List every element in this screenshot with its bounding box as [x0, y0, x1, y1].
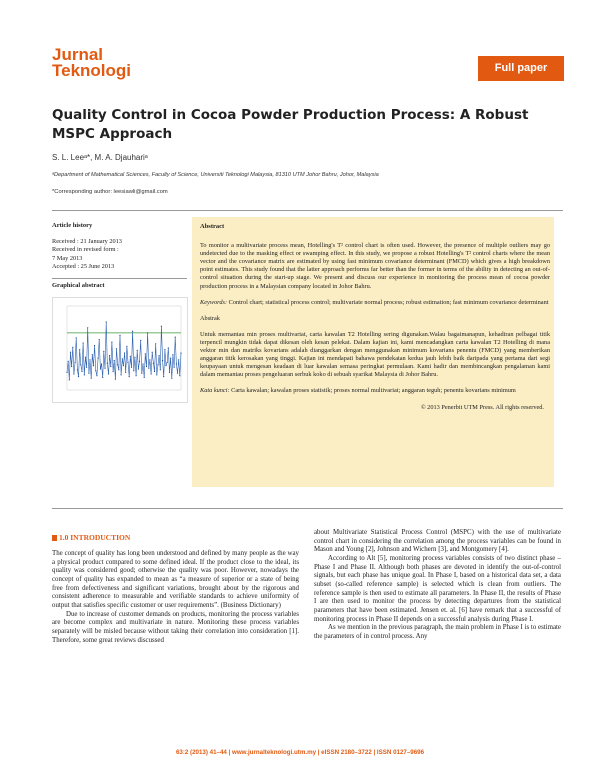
data-point — [161, 326, 162, 327]
paragraph: According to Alt [5], monitoring process variables consists of two distinct phase – Phase I and Phase II. Although both phases are devoted in identify the out-of-control signals, but each phase has unique goal. In Phase I, based on a historical data set, a data subset (so-called reference sample) is selected which is clean from outliers. The reference sample is then used to estimate all parameters. In Phase II, the results of Phase I are then used to monitor the process by detecting departures from the statistical parameters that have been estimated. Jensen et. al. [6] have remark that a successful of monitoring process in Phase II depends on a successful analysis during Phase I. — [314, 554, 561, 623]
data-point — [69, 379, 70, 380]
data-point — [136, 375, 137, 376]
data-point — [164, 349, 165, 350]
data-point — [177, 373, 178, 374]
data-point — [160, 369, 161, 370]
data-point — [106, 321, 107, 322]
section-heading-text: 1.0 INTRODUCTION — [59, 533, 131, 542]
data-point — [134, 357, 135, 358]
data-point — [142, 363, 143, 364]
data-point — [153, 363, 154, 364]
abstract-heading: Abstract — [200, 223, 225, 230]
data-point — [98, 358, 99, 359]
data-point — [100, 368, 101, 369]
data-point — [169, 372, 170, 373]
data-point — [84, 374, 85, 375]
control-chart-svg — [53, 298, 187, 402]
data-point — [94, 345, 95, 346]
kata-kunci — [200, 387, 550, 395]
copyright: © 2013 Penerbit UTM Press. All rights reserved. — [420, 403, 544, 411]
corresponding-author: *Corresponding author: leesiawli@gmail.com — [52, 189, 168, 195]
data-point — [66, 372, 67, 373]
data-point — [71, 366, 72, 367]
data-point — [119, 335, 120, 336]
paragraph: As we mention in the previous paragraph, the main problem in Phase I is to estimate the parameters of in control process. Any — [314, 624, 561, 640]
paragraph: about Multivariate Statistical Process Control (MSPC) with the use of multivariate control chart in considering the correlation among the process variables can be found in Mason and Young [2], Johnson and Wichern [3], and Montgomery [4]. — [314, 529, 561, 554]
data-point — [167, 362, 168, 363]
paper-title: Quality Control in Cocoa Powder Production Process: A Robust MSPC Approach — [52, 107, 529, 142]
data-point — [108, 373, 109, 374]
data-point — [92, 354, 93, 355]
data-point — [114, 360, 115, 361]
data-point — [78, 376, 79, 377]
data-point — [170, 358, 171, 359]
body-right-column — [314, 529, 561, 642]
data-point — [104, 368, 105, 369]
kata-kunci-label: Kata kunci: — [200, 387, 230, 395]
data-point — [130, 356, 131, 357]
data-point — [129, 376, 130, 377]
data-point — [139, 361, 140, 362]
data-point — [99, 339, 100, 340]
data-point — [172, 354, 173, 355]
data-point — [149, 359, 150, 360]
data-point — [175, 337, 176, 338]
section-heading — [52, 533, 130, 542]
history-line: 7 May 2013 — [52, 254, 83, 262]
data-point — [151, 373, 152, 374]
paragraph: The concept of quality has long been understood and defined by many people as the way a physical product compared to some defined ideal. If the product close to the ideal, its quality was considered good; otherwise the quality was poor. However, nowadays the concept of quality has expanded to mean as “a measure of superior or a state of being free from defectiveness and significant variations, brought about by the rigorous and consistent adherence to measurable and verifiable standards to achieve uniformity of output that satisfies specific customer or user requirements”. (Business Dictionary) — [52, 550, 299, 609]
data-point — [103, 351, 104, 352]
data-point — [162, 360, 163, 361]
data-point — [147, 332, 148, 333]
journal-name-line1: Jurnal — [52, 45, 104, 64]
body-left-column — [52, 550, 299, 645]
keywords — [200, 299, 550, 307]
data-point — [133, 370, 134, 371]
data-point — [159, 355, 160, 356]
data-point — [117, 364, 118, 365]
data-point — [123, 365, 124, 366]
data-point — [122, 358, 123, 359]
data-point — [70, 352, 71, 353]
data-point — [126, 346, 127, 347]
data-point — [80, 364, 81, 365]
data-point — [127, 362, 128, 363]
data-point — [155, 343, 156, 344]
data-point — [86, 367, 87, 368]
article-info — [52, 222, 187, 403]
data-point — [113, 371, 114, 372]
data-point — [125, 372, 126, 373]
data-point — [148, 368, 149, 369]
history-line: Accepted : 25 June 2013 — [52, 263, 115, 270]
plot-area — [67, 306, 181, 390]
data-point — [89, 359, 90, 360]
abstrak-heading: Abstrak — [200, 314, 220, 322]
full-paper-badge: Full paper — [478, 56, 564, 81]
data-point — [95, 370, 96, 371]
data-point — [178, 359, 179, 360]
data-point — [87, 327, 88, 328]
data-point — [79, 349, 80, 350]
data-point — [88, 373, 89, 374]
data-point — [152, 352, 153, 353]
data-point — [174, 367, 175, 368]
data-point — [72, 347, 73, 348]
keywords-label: Keywords: — [200, 298, 228, 306]
abstract-text: To monitor a multivariate process mean, Hotelling's T² control chart is often used. However, the presence of multiple outliers may go undetected due to the masking effect or swamping effect. In this study, we propose a robust Hotelling's T² control charts where the mean vector and the covariance matrix are estimated by using fast minimum covariance determinant (FMCD) which gives a high breakdown point estimates. This study found that the latter approach performs far better than the former in terms of the ability in detecting an out-of-control situation during the start-up stage. We present and discuss our experience in monitoring the process mean of cocoa powder production process in a Malaysian company located in Johor Bahru. — [200, 242, 550, 290]
section-square-icon — [52, 535, 57, 541]
data-point — [137, 350, 138, 351]
data-point — [111, 342, 112, 343]
data-point — [144, 377, 145, 378]
data-point — [83, 342, 84, 343]
data-point — [140, 340, 141, 341]
page-footer: 63:2 (2013) 41–44 | www.jurnalteknologi.utm.my | eISSN 2180–3722 | ISSN 0127–9696 — [175, 749, 425, 756]
data-point — [180, 352, 181, 353]
data-point — [109, 355, 110, 356]
journal-logo — [52, 47, 131, 79]
data-point — [165, 365, 166, 366]
divider — [52, 508, 563, 509]
data-point — [75, 362, 76, 363]
data-point — [93, 365, 94, 366]
data-point — [163, 376, 164, 377]
data-point — [154, 371, 155, 372]
data-point — [131, 367, 132, 368]
data-point — [171, 378, 172, 379]
data-point — [176, 363, 177, 364]
data-point — [110, 366, 111, 367]
data-point — [102, 377, 103, 378]
history-line: Received : 21 January 2013 — [52, 237, 122, 245]
graphical-abstract-heading: Graphical abstract — [52, 281, 105, 289]
data-point — [81, 371, 82, 372]
data-point — [124, 352, 125, 353]
data-point — [156, 374, 157, 375]
data-point — [116, 348, 117, 349]
article-history-heading: Article history — [52, 222, 93, 229]
data-point — [101, 363, 102, 364]
data-point — [76, 337, 77, 338]
data-point — [141, 373, 142, 374]
data-point — [85, 357, 86, 358]
paragraph: Due to increase of customer demands on products, monitoring the process variables are become complex and multivariate in nature. Monitoring these process variables separately will be misled because without taking their correlation into consideration [1]. Therefore, some great reviews discussed — [52, 610, 299, 644]
data-point — [107, 363, 108, 364]
data-point — [145, 353, 146, 354]
keywords-text: Control chart; statistical process control; multivariate normal process; robust estimation; fast minimum covariance determinant — [228, 298, 549, 306]
data-point — [73, 373, 74, 374]
data-point — [68, 361, 69, 362]
data-point — [96, 375, 97, 376]
data-point — [157, 364, 158, 365]
graphical-abstract-chart — [52, 297, 188, 403]
data-point — [146, 366, 147, 367]
authors: S. L. Leeᵃ*, M. A. Djauhariᵃ — [52, 153, 148, 162]
data-point — [179, 375, 180, 376]
divider — [52, 210, 563, 211]
affiliation: ᵃDepartment of Mathematical Sciences, Faculty of Science, Universiti Teknologi Malaysia, 81310 UTM Johor Bahru, Johor, Malaysia — [52, 172, 379, 178]
data-point — [121, 374, 122, 375]
data-point — [91, 378, 92, 379]
data-point — [138, 368, 139, 369]
data-point — [132, 331, 133, 332]
abstrak-text: Untuk memantau min proses multivariat, carta kawalan T2 Hotelling sering digunakan.Walau bagaimanapun, kehadiran pelbagai titik terpencil mungkin tidak dapat dikesan oleh kesan pelekat. Dalam kajian ini, kami mencadangkan carta kawalan T2 Hotelling di mana vektor min dan matriks kovarians adalah dianggarkan dengan menggunakan minimum kovarians penentu (FMCD) yang memberikan anggaran titik kerosakan yang tinggi. Kajian ini mendapati bahawa pendekatan kedua jauh lebih baik daripada yang pertama dari segi keupayaan untuk mengesan keadaan di luar kawalan semasa peringkat permulaan. Kami hadir dan membincangkan pengalaman kami dalam memantau proses pengeluaran serbuk koko di sebuah syarikat Malaysia di Johor Bahru. — [200, 330, 550, 379]
data-point — [168, 347, 169, 348]
kata-kunci-text: Carta kawalan; kawalan proses statistik; proses normal multivariat; anggaran teguh; penentu kovarians minimum — [231, 387, 516, 395]
info-divider — [52, 278, 187, 279]
data-point — [118, 369, 119, 370]
data-point — [115, 379, 116, 380]
journal-name-line2: Teknologi — [52, 61, 132, 80]
history-line: Received in revised form : — [52, 246, 119, 253]
abstract-box — [192, 217, 554, 487]
data-point — [77, 369, 78, 370]
